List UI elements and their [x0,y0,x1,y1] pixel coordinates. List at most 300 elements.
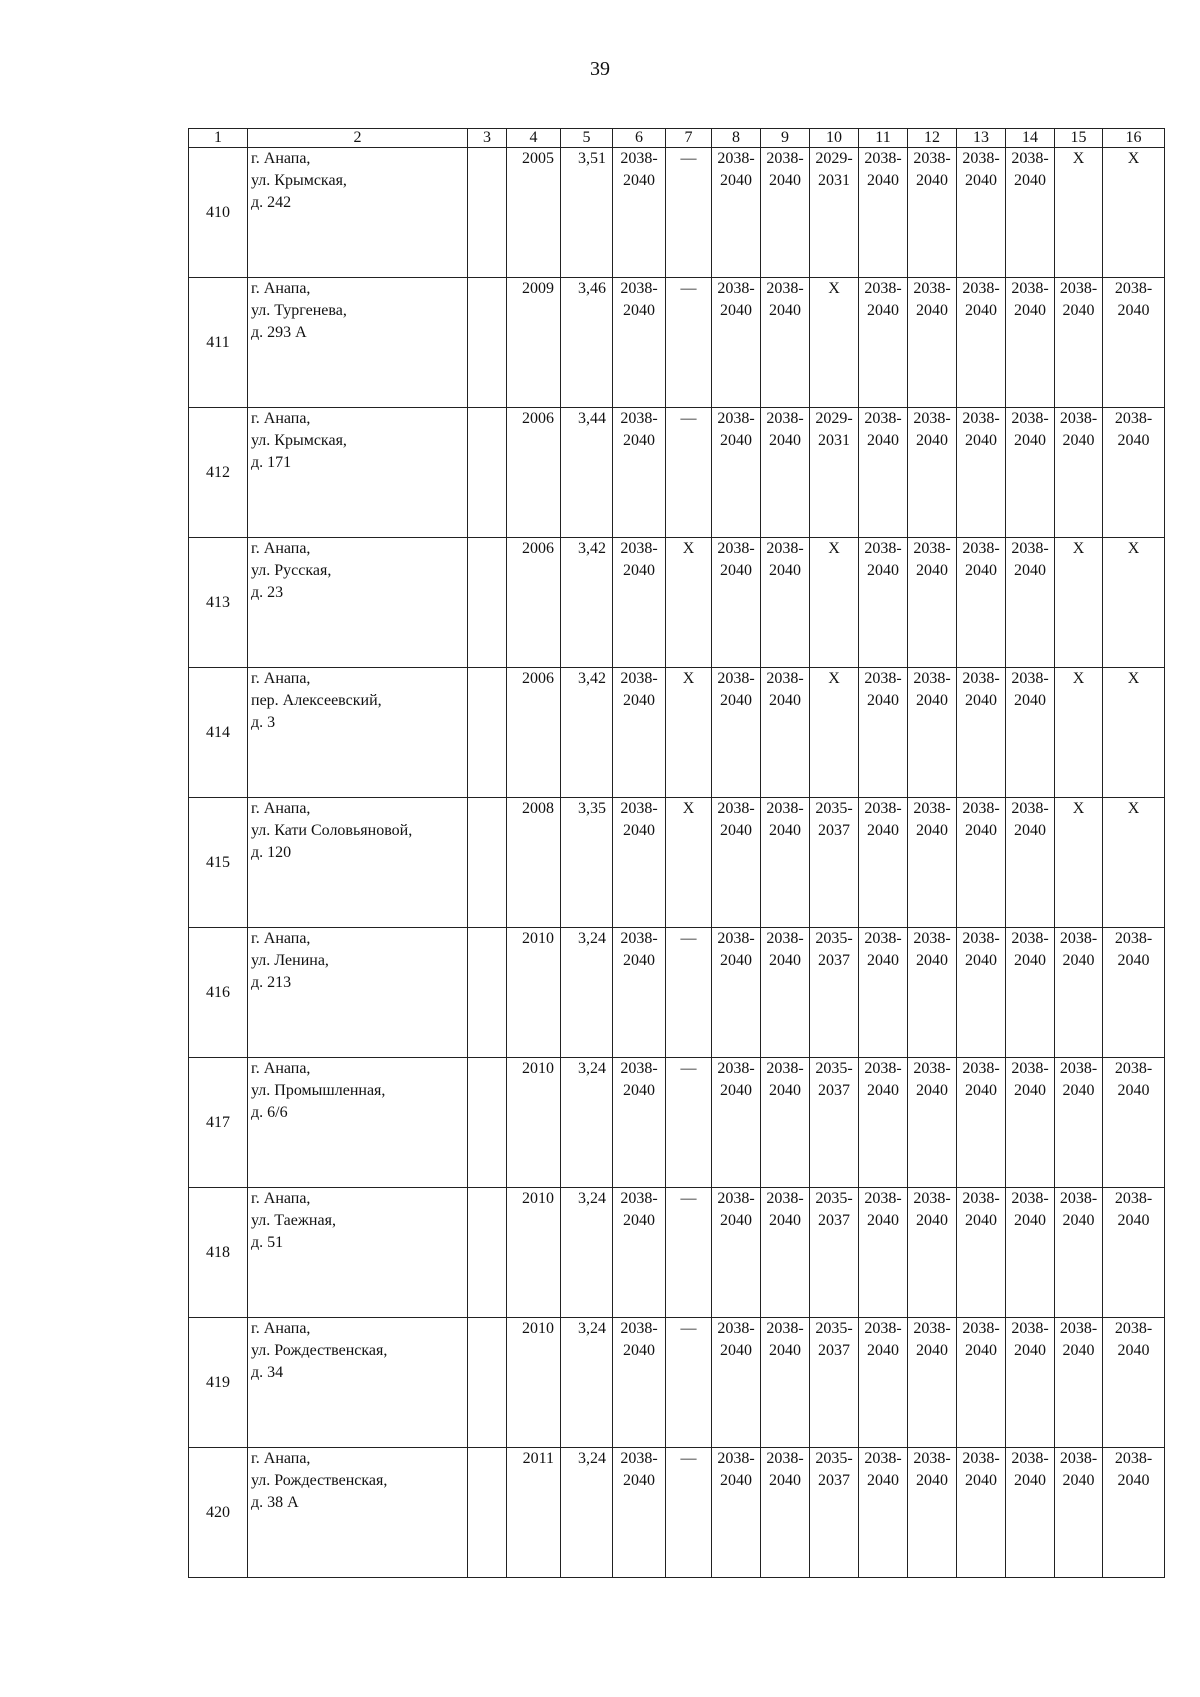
period-line: 2040 [623,172,655,189]
period-cell [761,798,810,928]
period-cell [957,408,1006,538]
period-line: 2038- [766,280,804,297]
period-cell [957,1318,1006,1448]
period-line: 2038- [1011,670,1049,687]
address-line: г. Анапа, [251,150,311,167]
address-line: г. Анапа, [251,670,311,687]
column-header: 12 [908,129,957,148]
period-line: 2038- [913,670,951,687]
address-line: г. Анапа, [251,410,311,427]
address-cell [248,538,468,668]
period-line: Х [1072,670,1085,687]
period-cell [1006,668,1055,798]
period-line: 2040 [1014,1342,1046,1359]
period-line: — [680,1190,697,1207]
address-line: г. Анапа, [251,1450,311,1467]
period-cell [859,1058,908,1188]
period-cell [908,668,957,798]
address-cell [248,928,468,1058]
period-line: 2035- [815,800,853,817]
period-line: 2038- [864,1190,902,1207]
column-header: 10 [810,129,859,148]
period-line: 2040 [623,952,655,969]
period-line: 2038- [1114,930,1153,947]
period-line: 2038- [620,410,658,427]
housing-register-table [188,128,1165,1578]
period-line: 2038- [962,280,1000,297]
period-cell [613,538,666,668]
row-number-cell: 412 [189,408,248,538]
address-line: ул. Кати Соловьяновой, [251,822,413,839]
period-cell [761,668,810,798]
period-cell [810,1448,859,1578]
period-line: 2038- [1114,410,1153,427]
period-cell [666,798,712,928]
period-cell [1006,278,1055,408]
period-line: 2040 [916,1212,948,1229]
period-line: — [680,1320,697,1337]
address-line: ул. Крымская, [251,432,347,449]
period-line: 2038- [717,1320,755,1337]
period-line: 2038- [717,930,755,947]
period-line: 2038- [1059,280,1098,297]
address-cell [248,278,468,408]
address-cell [248,668,468,798]
period-line: 2038- [766,800,804,817]
period-cell [613,928,666,1058]
period-line: 2038- [913,410,951,427]
value-cell: 3,24 [561,1188,613,1318]
period-line: 2040 [1014,952,1046,969]
address-line: ул. Промышленная, [251,1082,386,1099]
period-line: 2031 [818,432,850,449]
address-line: г. Анапа, [251,1060,311,1077]
address-line: д. 38 А [251,1494,299,1511]
period-line: 2040 [720,432,752,449]
period-cell [712,1058,761,1188]
period-line: — [680,280,697,297]
year-cell: 2010 [507,1188,561,1318]
period-cell [1055,1058,1103,1188]
column-3-cell [468,538,507,668]
period-line: 2038- [717,410,755,427]
period-line: 2038- [913,1060,951,1077]
period-line: 2040 [720,822,752,839]
row-number-cell: 411 [189,278,248,408]
period-line: 2040 [1062,1082,1095,1099]
period-cell [908,798,957,928]
table-row [189,1318,1165,1448]
period-cell [957,148,1006,278]
period-line: 2040 [623,692,655,709]
period-line: 2038- [717,150,755,167]
period-line: 2029- [815,410,853,427]
period-line: 2040 [1117,952,1150,969]
period-line: 2040 [1014,432,1046,449]
period-line: 2040 [720,1472,752,1489]
column-3-cell [468,1188,507,1318]
period-line: 2037 [818,952,850,969]
period-line: 2038- [913,1450,951,1467]
period-line: 2035- [815,1320,853,1337]
address-cell [248,798,468,928]
period-cell [908,148,957,278]
period-cell [1055,1318,1103,1448]
address-cell [248,1318,468,1448]
address-line: г. Анапа, [251,540,311,557]
period-line: 2040 [916,432,948,449]
period-line: 2038- [1114,1190,1153,1207]
period-line: 2040 [965,562,997,579]
period-line: 2038- [864,800,902,817]
period-line: 2040 [916,692,948,709]
period-line: 2040 [867,1472,899,1489]
year-cell: 2006 [507,538,561,668]
period-cell [1055,538,1103,668]
period-line: Х [1072,800,1085,817]
period-line: 2038- [913,800,951,817]
period-line: Х [1127,540,1140,557]
period-cell [761,1058,810,1188]
period-line: 2040 [1117,302,1150,319]
period-line: 2040 [867,1082,899,1099]
period-cell [1006,1058,1055,1188]
period-line: 2040 [1117,1212,1150,1229]
period-line: 2040 [867,822,899,839]
period-cell [908,278,957,408]
period-line: 2040 [623,822,655,839]
period-cell [810,928,859,1058]
period-line: 2038- [1059,1320,1098,1337]
column-header: 7 [666,129,712,148]
period-line: 2038- [962,670,1000,687]
period-cell [613,1188,666,1318]
period-line: 2040 [1117,432,1150,449]
period-line: 2038- [766,930,804,947]
period-cell [908,1188,957,1318]
column-3-cell [468,668,507,798]
period-cell [810,408,859,538]
period-cell [957,798,1006,928]
period-cell [613,408,666,538]
column-header: 15 [1055,129,1103,148]
period-line: 2038- [1011,1060,1049,1077]
address-line: ул. Русская, [251,562,332,579]
period-cell [908,1448,957,1578]
period-line: 2040 [965,692,997,709]
value-cell: 3,24 [561,1058,613,1188]
period-line: 2040 [965,952,997,969]
column-3-cell [468,928,507,1058]
period-line: 2038- [1011,410,1049,427]
page-number: 39 [590,58,610,80]
period-line: 2038- [620,800,658,817]
period-line: 2040 [623,432,655,449]
period-cell [859,148,908,278]
period-line: 2040 [916,562,948,579]
address-cell [248,1058,468,1188]
year-cell: 2010 [507,928,561,1058]
period-line: 2040 [1062,432,1095,449]
period-cell [613,1448,666,1578]
period-cell [908,1318,957,1448]
period-line: 2038- [962,800,1000,817]
year-cell: 2011 [507,1448,561,1578]
period-line: 2038- [766,670,804,687]
period-cell [1006,1318,1055,1448]
period-line: 2038- [962,410,1000,427]
column-3-cell [468,1058,507,1188]
period-line: 2038- [620,150,658,167]
period-line: 2040 [965,172,997,189]
period-line: Х [682,540,695,557]
column-header: 3 [468,129,507,148]
period-line: 2040 [1062,952,1095,969]
period-cell [908,538,957,668]
address-cell [248,1188,468,1318]
address-line: д. 6/6 [251,1104,288,1121]
period-line: 2040 [769,302,801,319]
address-line: г. Анапа, [251,930,311,947]
period-cell [1103,278,1165,408]
address-line: д. 3 [251,714,276,731]
period-cell [859,1188,908,1318]
period-line: 2040 [769,1212,801,1229]
period-line: 2040 [720,952,752,969]
period-line: Х [682,670,695,687]
period-line: 2040 [965,302,997,319]
period-cell [1103,538,1165,668]
period-line: Х [1072,150,1085,167]
period-line: 2035- [815,1450,853,1467]
address-line: пер. Алексеевский, [251,692,382,709]
period-line: 2040 [965,1342,997,1359]
column-header: 14 [1006,129,1055,148]
period-line: 2040 [1117,1342,1150,1359]
value-cell: 3,24 [561,1448,613,1578]
period-line: 2038- [962,1060,1000,1077]
table-row [189,278,1165,408]
row-number-cell: 418 [189,1188,248,1318]
period-cell [810,1188,859,1318]
period-line: Х [1072,540,1085,557]
period-line: 2038- [620,1320,658,1337]
table-row [189,148,1165,278]
period-cell [1006,798,1055,928]
period-line: 2040 [720,172,752,189]
period-line: 2040 [1014,822,1046,839]
period-line: Х [828,280,840,297]
period-line: 2040 [916,822,948,839]
period-line: 2038- [864,410,902,427]
period-cell [761,1318,810,1448]
column-header: 2 [248,129,468,148]
period-line: — [680,150,697,167]
period-line: 2038- [913,280,951,297]
column-3-cell [468,278,507,408]
address-line: ул. Тургенева, [251,302,347,319]
period-line: 2038- [620,930,658,947]
period-line: 2031 [818,172,850,189]
period-line: 2040 [916,1472,948,1489]
period-line: 2040 [769,172,801,189]
address-line: д. 34 [251,1364,284,1381]
column-header: 16 [1103,129,1165,148]
period-line: — [680,410,697,427]
period-cell [712,668,761,798]
period-cell [1055,668,1103,798]
period-line: 2038- [1011,800,1049,817]
table-row [189,1058,1165,1188]
period-line: 2038- [864,670,902,687]
period-line: 2040 [867,432,899,449]
period-line: 2040 [1014,692,1046,709]
period-line: 2035- [815,1060,853,1077]
period-line: 2038- [717,670,755,687]
period-line: 2038- [717,1060,755,1077]
period-line: 2040 [623,562,655,579]
year-cell: 2009 [507,278,561,408]
address-line: д. 213 [251,974,292,991]
column-header: 13 [957,129,1006,148]
period-line: 2040 [623,1212,655,1229]
period-line: 2038- [913,930,951,947]
period-line: 2040 [916,302,948,319]
period-line: 2038- [1011,1450,1049,1467]
column-header: 6 [613,129,666,148]
period-cell [712,1318,761,1448]
address-line: д. 120 [251,844,292,861]
period-line: 2038- [766,1450,804,1467]
row-number-cell: 410 [189,148,248,278]
period-line: 2038- [864,540,902,557]
period-cell [613,1058,666,1188]
column-header: 1 [189,129,248,148]
address-line: д. 171 [251,454,292,471]
period-cell [810,798,859,928]
period-cell [1103,1448,1165,1578]
period-line: 2038- [620,1190,658,1207]
period-line: 2040 [623,1472,655,1489]
period-line: 2040 [867,172,899,189]
period-line: 2040 [720,1082,752,1099]
period-line: 2038- [620,1060,658,1077]
period-cell [613,668,666,798]
period-line: 2038- [913,1190,951,1207]
year-cell: 2010 [507,1318,561,1448]
period-line: 2038- [766,1320,804,1337]
period-line: 2038- [620,280,658,297]
period-cell [810,538,859,668]
period-line: 2038- [1114,1060,1153,1077]
period-line: 2040 [720,1212,752,1229]
period-line: 2038- [1114,1450,1153,1467]
value-cell: 3,24 [561,928,613,1058]
table-row [189,928,1165,1058]
year-cell: 2006 [507,668,561,798]
period-cell [908,1058,957,1188]
period-line: 2040 [965,1472,997,1489]
period-line: 2040 [769,1082,801,1099]
period-line: 2038- [1011,280,1049,297]
address-cell [248,1448,468,1578]
period-line: 2040 [1117,1472,1150,1489]
period-cell [810,278,859,408]
period-line: 2040 [720,692,752,709]
period-line: 2040 [867,562,899,579]
period-line: 2035- [815,1190,853,1207]
period-line: 2038- [766,150,804,167]
value-cell: 3,46 [561,278,613,408]
period-line: 2040 [769,562,801,579]
period-cell [666,538,712,668]
period-line: 2040 [867,1342,899,1359]
address-line: г. Анапа, [251,800,311,817]
address-line: д. 293 А [251,324,307,341]
period-cell [859,278,908,408]
period-cell [761,408,810,538]
period-cell [1055,1448,1103,1578]
period-cell [957,1448,1006,1578]
column-header: 8 [712,129,761,148]
period-line: 2040 [769,952,801,969]
period-cell [1006,928,1055,1058]
period-cell [957,538,1006,668]
period-line: 2040 [1014,172,1046,189]
period-line: 2037 [818,1342,850,1359]
period-line: 2038- [1114,280,1153,297]
value-cell: 3,51 [561,148,613,278]
period-line: 2040 [623,302,655,319]
row-number-cell: 415 [189,798,248,928]
period-line: 2038- [864,1320,902,1337]
period-line: — [680,930,697,947]
address-line: д. 51 [251,1234,284,1251]
period-cell [1055,1188,1103,1318]
period-line: — [680,1060,697,1077]
period-cell [1006,408,1055,538]
period-cell [859,928,908,1058]
period-cell [712,928,761,1058]
value-cell: 3,42 [561,538,613,668]
period-line: 2038- [717,1190,755,1207]
address-line: г. Анапа, [251,1320,311,1337]
period-cell [666,1188,712,1318]
period-line: 2038- [1114,1320,1153,1337]
period-line: 2038- [1011,150,1049,167]
period-cell [712,1188,761,1318]
period-line: 2040 [867,302,899,319]
period-line: Х [1127,800,1140,817]
value-cell: 3,42 [561,668,613,798]
value-cell: 3,44 [561,408,613,538]
column-3-cell [468,1448,507,1578]
period-cell [712,1448,761,1578]
period-cell [712,148,761,278]
period-line: 2040 [720,1342,752,1359]
period-line: 2038- [717,280,755,297]
column-3-cell [468,1318,507,1448]
column-header: 4 [507,129,561,148]
period-cell [1006,148,1055,278]
period-line: 2038- [1059,1450,1098,1467]
period-line: 2038- [1059,1190,1098,1207]
period-line: 2038- [913,540,951,557]
period-cell [1006,1448,1055,1578]
period-line: 2040 [623,1342,655,1359]
period-line: 2038- [766,1190,804,1207]
period-line: 2037 [818,1472,850,1489]
